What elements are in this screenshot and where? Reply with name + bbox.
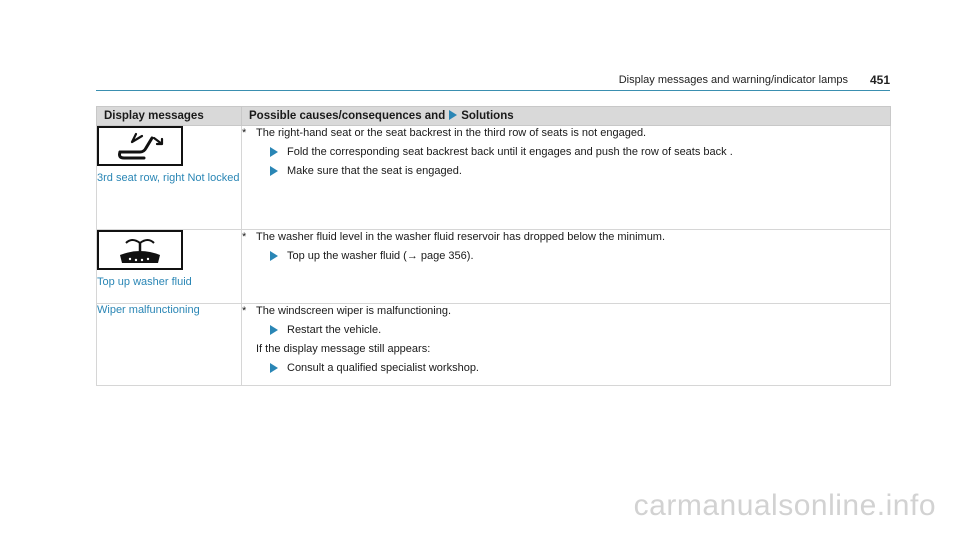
cause-line bbox=[242, 304, 890, 318]
seat-backrest-glyph bbox=[110, 130, 170, 162]
cause-line bbox=[242, 126, 890, 140]
solutions-label: Solutions bbox=[461, 110, 514, 122]
table-row bbox=[97, 304, 891, 386]
seat-backrest-icon bbox=[97, 126, 183, 166]
step-text: Fold the corresponding seat backrest back until it engages and push the row of seats back . bbox=[287, 146, 733, 158]
arrow-icon bbox=[449, 110, 457, 120]
column-header-display: Display messages bbox=[97, 107, 242, 126]
causes-cell bbox=[242, 304, 891, 386]
causes-cell bbox=[242, 126, 891, 230]
column-header-causes bbox=[242, 107, 891, 126]
solution-step bbox=[270, 164, 890, 178]
solution-step bbox=[270, 323, 890, 337]
step-text: Make sure that the seat is engaged. bbox=[287, 165, 462, 177]
step-text: Restart the vehicle. bbox=[287, 324, 382, 336]
watermark: carmanualsonline.info bbox=[633, 489, 936, 522]
solution-step bbox=[270, 145, 890, 159]
step-arrow-icon bbox=[270, 147, 278, 157]
section-title: Display messages and warning/indicator lamps bbox=[618, 74, 848, 86]
page-number: 451 bbox=[869, 73, 890, 87]
page-header bbox=[96, 74, 890, 91]
step-arrow-icon bbox=[270, 363, 278, 373]
causes-label: Possible causes/consequences and bbox=[249, 110, 446, 122]
message-label: Top up washer fluid bbox=[97, 276, 192, 288]
display-messages-table bbox=[96, 106, 891, 386]
washer-fluid-glyph bbox=[110, 233, 170, 267]
message-cell bbox=[97, 304, 242, 386]
message-cell bbox=[97, 126, 242, 230]
step-text: Consult a qualified specialist workshop. bbox=[287, 362, 479, 374]
step-arrow-icon bbox=[270, 251, 278, 261]
cause-line bbox=[242, 230, 890, 244]
bullet-symbol: * bbox=[242, 127, 247, 139]
bullet-symbol: * bbox=[242, 231, 247, 243]
message-cell bbox=[97, 230, 242, 304]
step-arrow-icon bbox=[270, 325, 278, 335]
note-text: If the display message still appears: bbox=[256, 343, 431, 355]
step-arrow-icon bbox=[270, 166, 278, 176]
washer-fluid-icon bbox=[97, 230, 183, 270]
cause-text: The windscreen wiper is malfunctioning. bbox=[256, 305, 452, 317]
bullet-symbol: * bbox=[242, 305, 247, 317]
solution-step bbox=[270, 249, 890, 263]
solution-step bbox=[270, 361, 890, 375]
message-label: Wiper malfunctioning bbox=[97, 304, 200, 316]
causes-cell bbox=[242, 230, 891, 304]
step-text: Top up the washer fluid (→ page 356). bbox=[287, 250, 474, 262]
cause-text: The washer fluid level in the washer fluid reservoir has dropped below the minimum. bbox=[256, 231, 666, 243]
table-row bbox=[97, 230, 891, 304]
cause-text: The right-hand seat or the seat backrest in the third row of seats is not engaged. bbox=[256, 127, 647, 139]
table-header-row bbox=[97, 107, 891, 126]
table-row bbox=[97, 126, 891, 230]
message-label: 3rd seat row, right Not locked bbox=[97, 172, 240, 184]
